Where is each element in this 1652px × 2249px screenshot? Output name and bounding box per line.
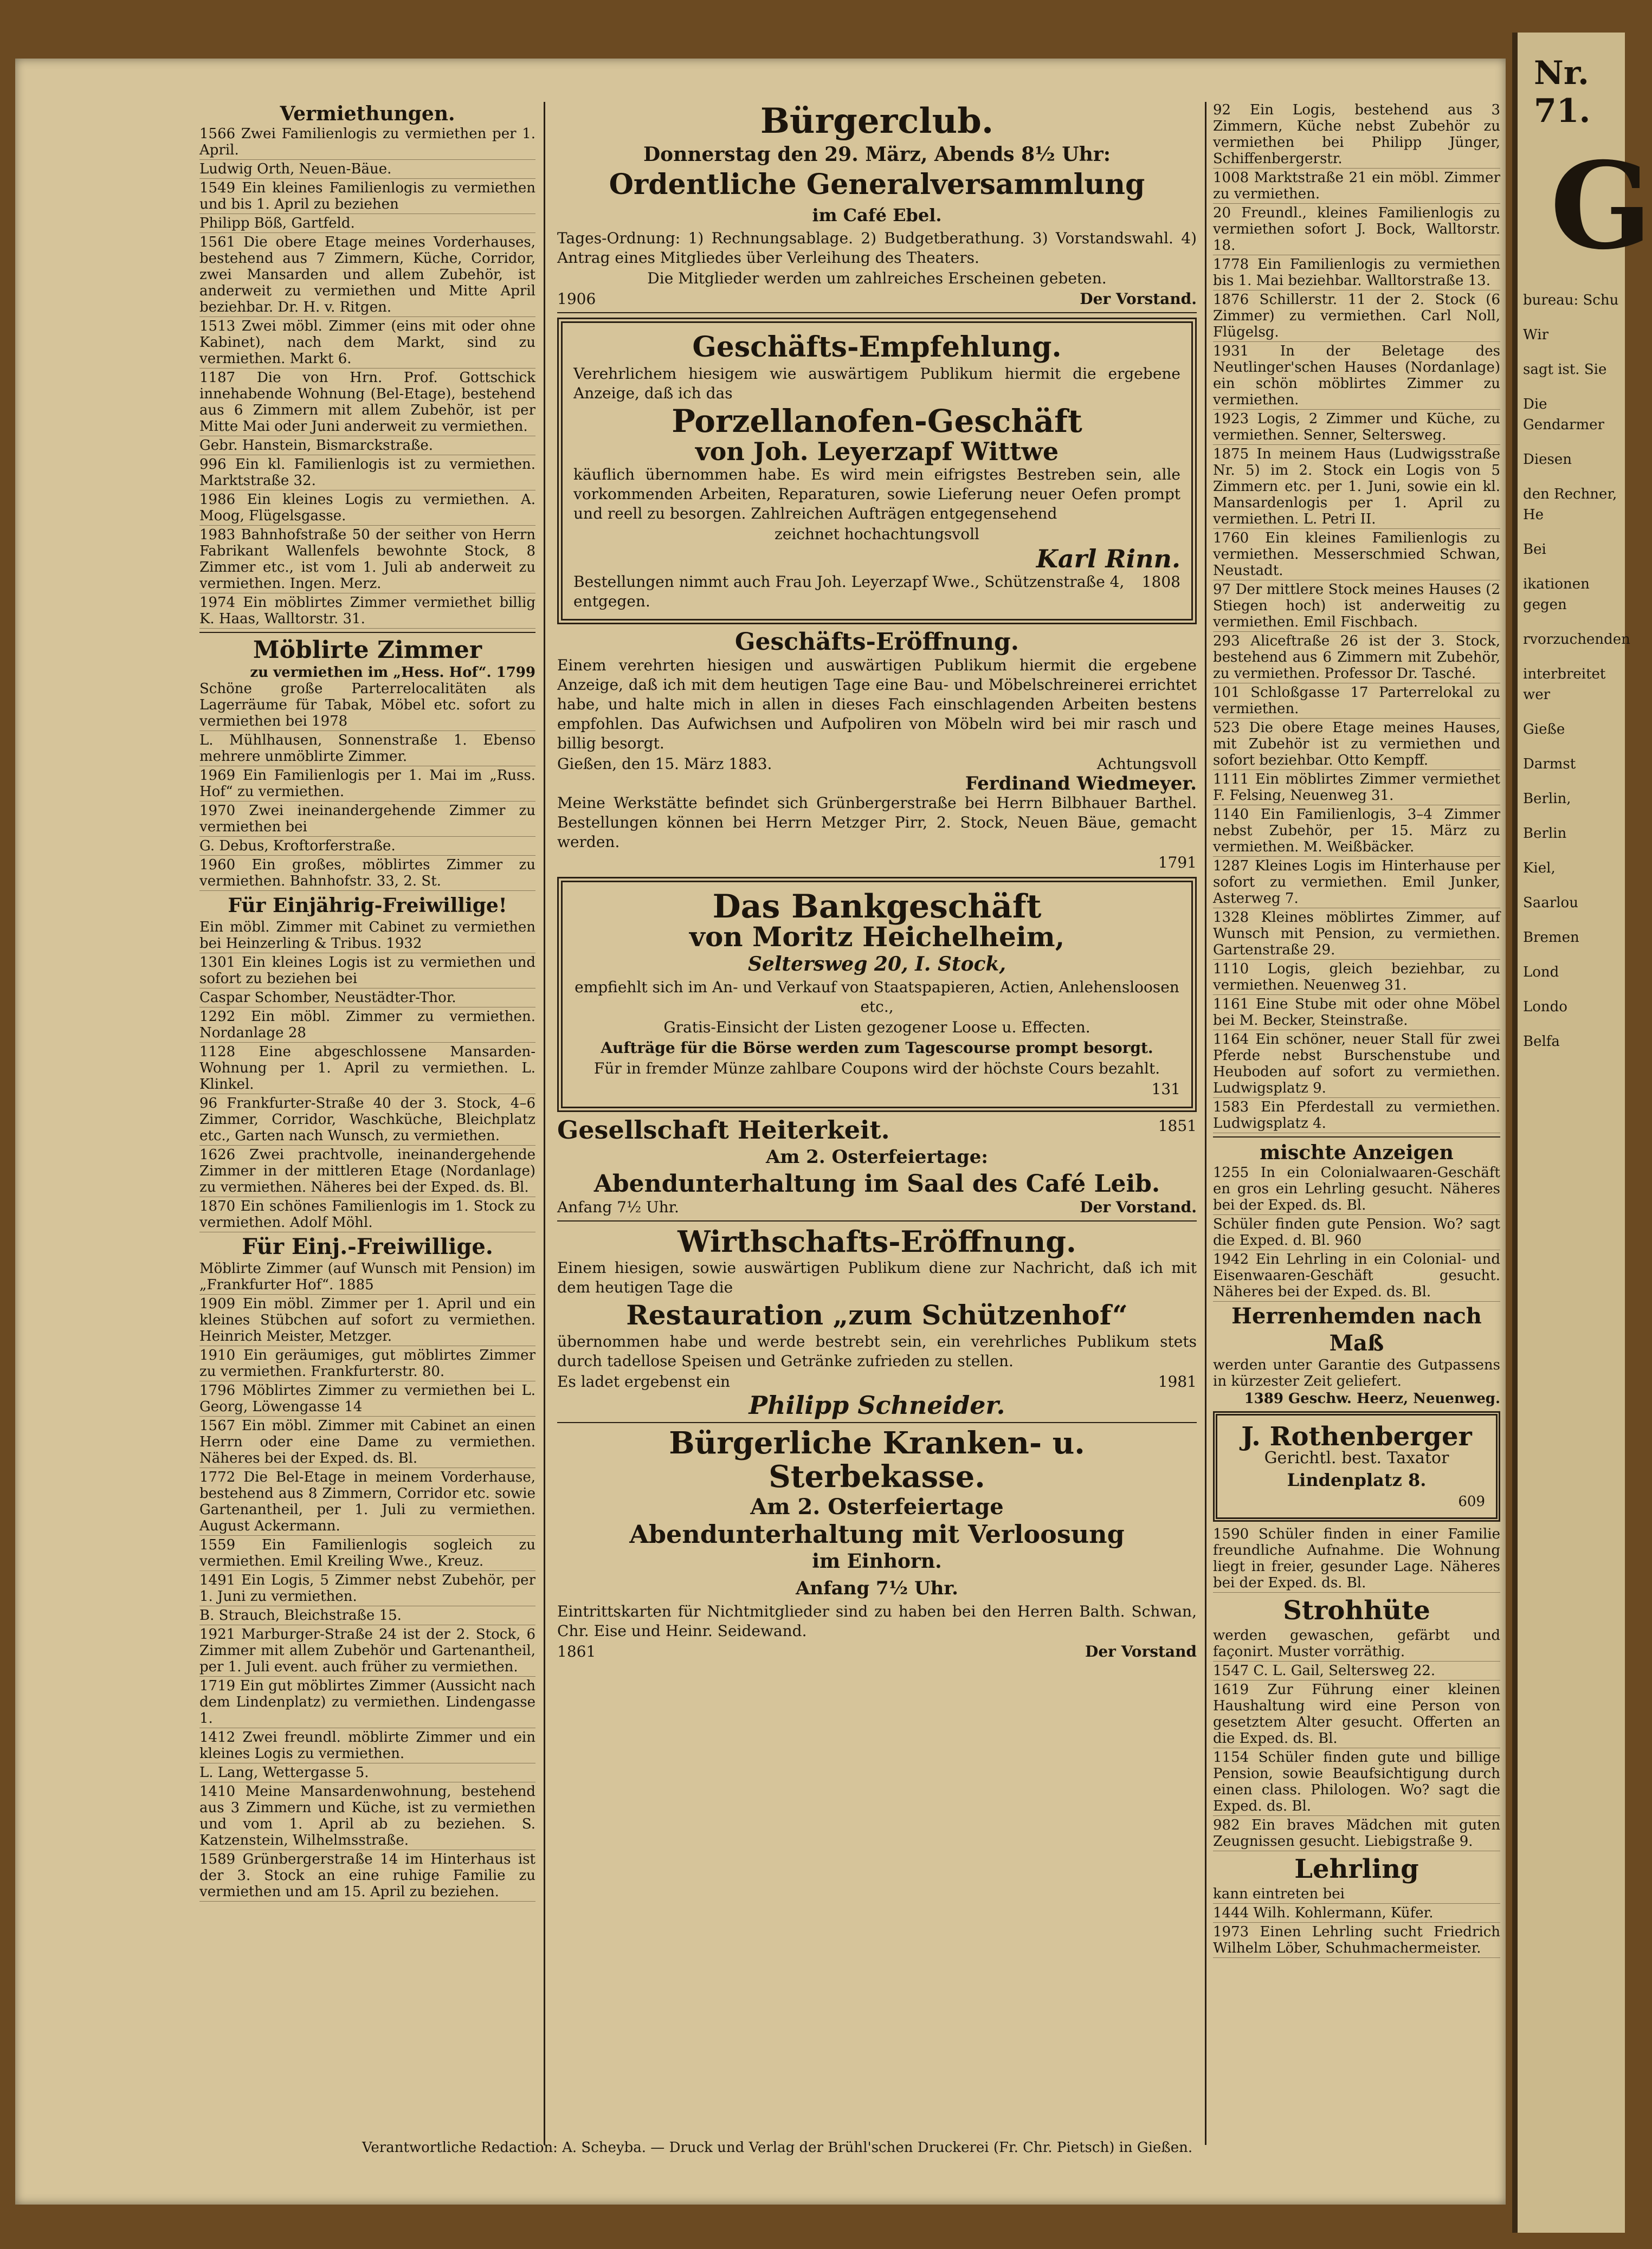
- classified-entry: 1549 Ein kleines Familienlogis zu vermiethen und bis 1. April zu beziehen: [199, 180, 535, 214]
- classified-entry: 1983 Bahnhofstraße 50 der seither von Herrn Fabrikant Wallenfels bewohnte Stock, 8 Zimmer etc., ist vom 1. Juli ab anderweit zu vermiethen. Ingen. Merz.: [199, 527, 535, 593]
- edge-line: den Rechner, He: [1523, 486, 1617, 523]
- bank-title: Das Bankgeschäft: [712, 888, 1042, 926]
- classified-entry: 1910 Ein geräumiges, gut möblirtes Zimmer zu vermiethen. Frankfurterstr. 80.: [199, 1347, 535, 1381]
- classified-entry: G. Debus, Kroftorferstraße.: [199, 838, 535, 856]
- edge-line: Bremen: [1523, 929, 1579, 946]
- classified-entry: 1909 Ein möbl. Zimmer per 1. April und ein kleines Stübchen auf sofort zu vermiethen. Heinrich Meister, Metzger.: [199, 1296, 535, 1346]
- entry-list: [1213, 1526, 1500, 1593]
- classified-entry: 1986 Ein kleines Logis zu vermiethen. A. Moog, Flügelsgasse.: [199, 492, 535, 526]
- center-column: [557, 102, 1197, 2140]
- moeblirte-zimmer-sub: zu vermiethen im „Hess. Hof“. 1799: [250, 664, 535, 681]
- classified-entry: 92 Ein Logis, bestehend aus 3 Zimmern, Küche nebst Zubehör zu vermiethen bei Philipp Jünger, Schiffenbergerstr.: [1213, 102, 1500, 169]
- entry-list: [1213, 1627, 1500, 1851]
- issue-number: Nr. 71.: [1534, 54, 1591, 130]
- classified-entry: Philipp Böß, Gartfeld.: [199, 215, 535, 233]
- classified-entry: 1619 Zur Führung einer kleinen Haushaltung wird eine Person von gesetztem Alter gesucht. Offerten an die Exped. ds. Bl.: [1213, 1682, 1500, 1748]
- classified-entry: 1974 Ein möblirtes Zimmer vermiethet billig K. Haas, Walltorstr. 31.: [199, 594, 535, 629]
- edge-line: bureau: Schu: [1523, 292, 1619, 308]
- rothenberger-box: [1213, 1411, 1500, 1522]
- classified-entry: Ein möbl. Zimmer mit Cabinet zu vermiethen bei Heinzerling & Tribus. 1932: [199, 919, 535, 953]
- edge-line: Die Gendarmer: [1523, 396, 1604, 433]
- rothenberger-address: Lindenplatz 8.: [1287, 1470, 1427, 1490]
- krankenkasse-date: Am 2. Osterfeiertage: [750, 1494, 1004, 1520]
- classified-entry: 1796 Möblirtes Zimmer zu vermiethen bei L. Georg, Löwengasse 14: [199, 1382, 535, 1417]
- edge-line: Lond: [1523, 964, 1559, 980]
- ad-number: 1906: [557, 290, 596, 308]
- classified-entry: 1161 Eine Stube mit oder ohne Möbel bei M. Becker, Steinstraße.: [1213, 996, 1500, 1030]
- ad-number: 1981: [1158, 1373, 1197, 1391]
- classified-entry: 1110 Logis, gleich beziehbar, zu vermiethen. Neuenweg 31.: [1213, 961, 1500, 995]
- bank-text: Gratis-Einsicht der Listen gezogener Loose u. Effecten.: [663, 1018, 1090, 1036]
- geschaefts-empfehlung-box: [557, 318, 1197, 624]
- rothenberger-name: J. Rothenberger: [1241, 1421, 1472, 1452]
- classified-entry: kann eintreten bei: [1213, 1886, 1500, 1904]
- classified-entry: 1255 In ein Colonialwaaren-Geschäft en gros ein Lehrling gesucht. Näheres bei der Exped. ds. Bl.: [1213, 1165, 1500, 1215]
- eroeffnung-greet: Achtungsvoll: [1096, 755, 1197, 773]
- ad-signature: Der Vorstand.: [1080, 1198, 1197, 1216]
- edge-line: interbreitet wer: [1523, 666, 1606, 703]
- classified-entry: 1589 Grünbergerstraße 14 im Hinterhaus ist der 3. Stock an eine ruhige Familie zu vermiethen und am 15. April zu beziehen.: [199, 1851, 535, 1902]
- herrenhemden-heading: Herrenhemden nach Maß: [1231, 1303, 1482, 1356]
- classified-entry: 97 Der mittlere Stock meines Hauses (2 Stiegen hoch) ist anderweitig zu vermiethen. Emil Fischbach.: [1213, 581, 1500, 632]
- entry-list: [1213, 1886, 1500, 1958]
- empfehlung-owner: von Joh. Leyerzapf Wittwe: [695, 437, 1059, 466]
- krankenkasse-place: im Einhorn.: [812, 1550, 942, 1573]
- classified-entry: 1128 Eine abgeschlossene Mansarden-Wohnung per 1. April zu vermiethen. L. Klinkel.: [199, 1044, 535, 1094]
- classified-entry: 1719 Ein gut möblirtes Zimmer (Aussicht nach dem Lindenplatz) zu vermiethen. Lindengasse 1.: [199, 1678, 535, 1728]
- classified-entry: werden gewaschen, gefärbt und façonirt. Muster vorräthig.: [1213, 1627, 1500, 1662]
- einjaehrig-heading: Für Einj.-Freiwillige.: [242, 1234, 493, 1259]
- classified-entry: 1154 Schüler finden gute und billige Pension, sowie Beaufsichtigung durch einen class. Philologen. Wo? sagt die Exped. ds. Bl.: [1213, 1749, 1500, 1816]
- ad-number: 1791: [1158, 854, 1197, 871]
- classified-entry: 1561 Die obere Etage meines Vorderhauses, bestehend aus 7 Zimmern, Küche, Corridor, zwei Mansarden und allem Zubehör, ist anderweit zu vermiethen und Mitte April beziehbar. Dr. H. v. Ritgen.: [199, 234, 535, 317]
- edge-lines: [1518, 290, 1630, 1052]
- classified-entry: 1921 Marburger-Straße 24 ist der 2. Stock, 6 Zimmer mit allem Zubehör und Gartenantheil, per 1. Juli event. auch früher zu vermiethen.: [199, 1626, 535, 1677]
- eroeffnung-title: Geschäfts-Eröffnung.: [734, 628, 1019, 656]
- classified-entry: Ludwig Orth, Neuen-Bäue.: [199, 161, 535, 179]
- strohhuete-heading: Strohhüte: [1283, 1595, 1430, 1626]
- ad-number: 1808: [1141, 573, 1180, 591]
- empfehlung-signature: Karl Rinn.: [1036, 544, 1180, 573]
- entry-list: [199, 1261, 535, 1902]
- buergerclub-date: Donnerstag den 29. März, Abends 8½ Uhr:: [643, 143, 1111, 166]
- classified-entry: 1931 In der Beletage des Neutlinger'schen Hauses (Nordanlage) ein schön möblirtes Zimmer zu vermiethen.: [1213, 343, 1500, 410]
- edge-line: Diesen: [1523, 451, 1572, 468]
- divider: [557, 312, 1197, 313]
- edge-line: Gieße: [1523, 721, 1565, 738]
- classified-entry: 1187 Die von Hrn. Prof. Gottschick innehabende Wohnung (Bel-Etage), bestehend aus 6 Zimmern mit allem Zubehör, ist per Mitte Mai oder Juni anderweit zu vermiethen.: [199, 370, 535, 436]
- classified-entry: Schöne große Parterrelocalitäten als Lagerräume für Tabak, Möbel etc. sofort zu vermiethen bei 1978: [199, 681, 535, 731]
- classified-entry: 1923 Logis, 2 Zimmer und Küche, zu vermiethen. Senner, Seltersweg.: [1213, 411, 1500, 445]
- heiterkeit-event: Abendunterhaltung im Saal des Café Leib.: [593, 1170, 1160, 1198]
- buergerclub-agenda: Tages-Ordnung: 1) Rechnungsablage. 2) Budgetberathung. 3) Vorstandswahl. 4) Antrag eines Mitgliedes über Verleihung des Theaters.: [557, 229, 1197, 267]
- classified-entry: 1590 Schüler finden in einer Familie freundliche Aufnahme. Die Wohnung liegt in freier, gesunder Lage. Näheres bei der Exped. ds. Bl.: [1213, 1526, 1500, 1593]
- bank-text: empfiehlt sich im An- und Verkauf von Staatspapieren, Actien, Anlehensloosen etc.,: [575, 978, 1179, 1016]
- masthead-glyph: G: [1550, 135, 1652, 276]
- classified-entry: 1778 Ein Familienlogis zu vermiethen bis 1. Mai beziehbar. Walltorstraße 13.: [1213, 256, 1500, 290]
- classified-entry: 1973 Einen Lehrling sucht Friedrich Wilhelm Löber, Schuhmachermeister.: [1213, 1924, 1500, 1958]
- ad-number: 1861: [557, 1643, 596, 1660]
- classified-entry: B. Strauch, Bleichstraße 15.: [199, 1607, 535, 1625]
- classified-entry: 1140 Ein Familienlogis, 3–4 Zimmer nebst Zubehör, per 15. März zu vermiethen. M. Weißbäcker.: [1213, 806, 1500, 857]
- classified-entry: 1410 Meine Mansardenwohnung, bestehend aus 3 Zimmern und Küche, ist zu vermiethen und vom 1. April ab zu beziehen. S. Katzenstein, Wilhelmsstraße.: [199, 1783, 535, 1850]
- edge-line: Wir: [1523, 327, 1549, 343]
- edge-line: Saarlou: [1523, 895, 1578, 911]
- left-column: [199, 102, 535, 2140]
- heiterkeit-date: Am 2. Osterfeiertage:: [766, 1146, 988, 1168]
- bank-text: Für in fremder Münze zahlbare Coupons wird der höchste Cours bezahlt.: [593, 1059, 1160, 1077]
- wirthschaft-greet: Es ladet ergebenst ein: [557, 1373, 731, 1391]
- classified-entry: 1008 Marktstraße 21 ein möbl. Zimmer zu vermiethen.: [1213, 170, 1500, 204]
- krankenkasse-text: Eintrittskarten für Nichtmitglieder sind zu haben bei den Herren Balth. Schwan, Chr. Eise und Heinr. Seidewand.: [557, 1602, 1197, 1640]
- classified-entry: 1566 Zwei Familienlogis zu vermiethen per 1. April.: [199, 126, 535, 160]
- entry-list: [199, 681, 535, 891]
- edge-line: Bei: [1523, 541, 1546, 558]
- buergerclub-title: Bürgerclub.: [760, 101, 994, 141]
- column-rule: [1205, 102, 1206, 2145]
- classified-entry: 1876 Schillerstr. 11 der 2. Stock (6 Zimmer) zu vermiethen. Carl Noll, Flügelsg.: [1213, 292, 1500, 342]
- wirthschaft-intro: Einem hiesigen, sowie auswärtigen Publikum diene zur Nachricht, daß ich mit dem heutigen Tage die: [557, 1259, 1197, 1296]
- krankenkasse-time: Anfang 7½ Uhr.: [795, 1578, 959, 1599]
- column-rule: [544, 102, 545, 2145]
- classified-entry: L. Lang, Wettergasse 5.: [199, 1765, 535, 1782]
- classified-entry: 1870 Ein schönes Familienlogis im 1. Stock zu vermiethen. Adolf Möhl.: [199, 1198, 535, 1232]
- classified-entry: 1969 Ein Familienlogis per 1. Mai im „Russ. Hof“ zu vermiethen.: [199, 767, 535, 802]
- right-column: [1213, 102, 1500, 2140]
- classified-entry: 1111 Ein möblirtes Zimmer vermiethet F. Felsing, Neuenweg 31.: [1213, 771, 1500, 805]
- classified-entry: 523 Die obere Etage meines Hauses, mit Zubehör ist zu vermiethen und sofort beziehbar. Otto Kempff.: [1213, 720, 1500, 770]
- eroeffnung-date: Gießen, den 15. März 1883.: [557, 755, 772, 773]
- empfehlung-intro: Verehrlichem hiesigem wie auswärtigem Publikum hiermit die ergebene Anzeige, daß ich das: [573, 365, 1180, 402]
- classified-entry: 1491 Ein Logis, 5 Zimmer nebst Zubehör, per 1. Juni zu vermiethen.: [199, 1572, 535, 1606]
- divider: [1213, 1136, 1500, 1138]
- entry-list: [199, 919, 535, 1232]
- classified-entry: 1567 Ein möbl. Zimmer mit Cabinet an einen Herrn oder eine Dame zu vermiethen. Näheres bei der Exped. ds. Bl.: [199, 1418, 535, 1468]
- heiterkeit-title: Gesellschaft Heiterkeit.: [557, 1115, 890, 1145]
- ad-number: 609: [1458, 1494, 1485, 1510]
- empfehlung-greet: zeichnet hochachtungsvoll: [775, 525, 979, 543]
- wirthschaft-name: Restauration „zum Schützenhof“: [626, 1299, 1128, 1331]
- edge-line: Kiel,: [1523, 860, 1556, 876]
- classified-entry: 1412 Zwei freundl. möblirte Zimmer und ein kleines Logis zu vermiethen.: [199, 1729, 535, 1763]
- classified-entry: Möblirte Zimmer (auf Wunsch mit Pension) im „Frankfurter Hof“. 1885: [199, 1261, 535, 1295]
- empfehlung-title: Geschäfts-Empfehlung.: [692, 331, 1062, 364]
- edge-line: Darmst: [1523, 756, 1576, 772]
- newspaper-page: [15, 59, 1506, 2205]
- classified-entry: 1942 Ein Lehrling in ein Colonial- und Eisenwaaren-Geschäft gesucht. Näheres bei der Exped. ds. Bl.: [1213, 1251, 1500, 1302]
- bank-text: Aufträge für die Börse werden zum Tagescourse prompt besorgt.: [601, 1039, 1153, 1057]
- classified-entry: 293 Aliceftraße 26 ist der 3. Stock, bestehend aus 6 Zimmern mit Zubehör, zu vermiethen. Professor Dr. Tasché.: [1213, 633, 1500, 683]
- bankgeschaeft-box: [557, 877, 1197, 1112]
- moeblirte-zimmer-heading: Möblirte Zimmer: [253, 636, 482, 664]
- entry-list: [199, 126, 535, 629]
- eroeffnung-signature: Ferdinand Wiedmeyer.: [965, 773, 1197, 794]
- edge-line: Londo: [1523, 999, 1567, 1015]
- buergerclub-place: im Café Ebel.: [812, 205, 942, 225]
- divider: [557, 1422, 1197, 1423]
- ad-number: 131: [1151, 1080, 1180, 1098]
- wirthschaft-signature: Philipp Schneider.: [748, 1391, 1005, 1420]
- gemischte-anzeigen-heading: mischte Anzeigen: [1260, 1141, 1454, 1164]
- herrenhemden-signature: 1389 Geschw. Heerz, Neuenweg.: [1244, 1391, 1500, 1407]
- buergerclub-note: Die Mitglieder werden um zahlreiches Erscheinen gebeten.: [647, 269, 1107, 287]
- einjaehrig-heading: Für Einjährig-Freiwillige!: [228, 894, 507, 917]
- ad-signature: Der Vorstand: [1085, 1643, 1197, 1660]
- heiterkeit-time: Anfang 7½ Uhr.: [557, 1198, 679, 1216]
- classified-entry: 101 Schloßgasse 17 Parterrelokal zu vermiethen.: [1213, 684, 1500, 719]
- classified-entry: 1970 Zwei ineinandergehende Zimmer zu vermiethen bei: [199, 803, 535, 837]
- bank-address: Seltersweg 20, I. Stock,: [747, 953, 1006, 975]
- eroeffnung-text: Einem verehrten hiesigen und auswärtigen Publikum hiermit die ergebene Anzeige, daß ich mit dem heutigen Tage eine Bau- und Möbelschreinerei errichtet habe, und halte mich in allen in dieses Fach einschlagenden Arbeiten bestens empfohlen. Das Aufwichsen und Aufpoliren von Möbeln wird bei mir rasch und billig besorgt.: [557, 656, 1197, 752]
- classified-entry: Gebr. Hanstein, Bismarckstraße.: [199, 437, 535, 455]
- ad-signature: Der Vorstand.: [1080, 290, 1197, 308]
- edge-line: ikationen gegen: [1523, 576, 1590, 613]
- classified-entry: Schüler finden gute Pension. Wo? sagt die Exped. d. Bl. 960: [1213, 1216, 1500, 1250]
- imprint-footer: Verantwortliche Redaction: A. Scheyba. — Druck und Verlag der Brühl'schen Druckerei (Fr. Chr. Pietsch) in Gießen.: [362, 2140, 1193, 2156]
- classified-entry: L. Mühlhausen, Sonnenstraße 1. Ebenso mehrere unmöblirte Zimmer.: [199, 732, 535, 766]
- buergerclub-event: Ordentliche Generalversammlung: [609, 168, 1145, 201]
- classified-entry: 1626 Zwei prachtvolle, ineinandergehende Zimmer in der mittleren Etage (Nordanlage) zu vermiethen. Näheres bei der Exped. ds. Bl.: [199, 1147, 535, 1197]
- edge-line: rvorzuchenden: [1523, 631, 1630, 648]
- edge-line: Berlin,: [1523, 791, 1571, 807]
- bank-owner: von Moritz Heichelheim,: [689, 921, 1065, 953]
- krankenkasse-title: Bürgerliche Kranken- u. Sterbekasse.: [669, 1425, 1085, 1495]
- classified-entry: 1547 C. L. Gail, Seltersweg 22.: [1213, 1663, 1500, 1681]
- classified-entry: 1960 Ein großes, möblirtes Zimmer zu vermiethen. Bahnhofstr. 33, 2. St.: [199, 857, 535, 891]
- classified-entry: 996 Ein kl. Familienlogis ist zu vermiethen. Marktstraße 32.: [199, 456, 535, 490]
- rothenberger-sub: Gerichtl. best. Taxator: [1264, 1449, 1449, 1468]
- herrenhemden-text: werden unter Garantie des Gutpassens in kürzester Zeit geliefert.: [1213, 1357, 1500, 1390]
- classified-entry: 1772 Die Bel-Etage in meinem Vorderhause, bestehend aus 8 Zimmern, Corridor etc. sowie Gartenantheil, per 1. Juli zu vermiethen. August Ackermann.: [199, 1469, 535, 1536]
- classified-entry: 1760 Ein kleines Familienlogis zu vermiethen. Messerschmied Schwan, Neustadt.: [1213, 530, 1500, 580]
- classified-entry: 20 Freundl., kleines Familienlogis zu vermiethen sofort J. Bock, Walltorstr. 18.: [1213, 205, 1500, 255]
- divider: [199, 632, 535, 633]
- classified-entry: 1328 Kleines möblirtes Zimmer, auf Wunsch mit Pension, zu vermiethen. Gartenstraße 29.: [1213, 909, 1500, 960]
- edge-line: sagt ist. Sie: [1523, 361, 1607, 378]
- ad-number: 1851: [1158, 1117, 1197, 1135]
- classified-entry: 1301 Ein kleines Logis ist zu vermiethen und sofort zu beziehen bei: [199, 954, 535, 988]
- empfehlung-foot: Bestellungen nimmt auch Frau Joh. Leyerzapf Wwe., Schützenstraße 4, entgegen.: [573, 573, 1125, 610]
- lehrling-heading: Lehrling: [1294, 1854, 1419, 1884]
- classified-entry: 1559 Ein Familienlogis sogleich zu vermiethen. Emil Kreiling Wwe., Kreuz.: [199, 1537, 535, 1571]
- section-heading: Vermiethungen.: [280, 102, 455, 125]
- classified-entry: 1164 Ein schöner, neuer Stall für zwei Pferde nebst Burschenstube und Heuboden auf sofort zu vermiethen. Ludwigsplatz 9.: [1213, 1031, 1500, 1098]
- classified-entry: 1583 Ein Pferdestall zu vermiethen. Ludwigsplatz 4.: [1213, 1099, 1500, 1133]
- classified-entry: 1444 Wilh. Kohlermann, Küfer.: [1213, 1905, 1500, 1923]
- empfehlung-text: käuflich übernommen habe. Es wird mein eifrigstes Bestreben sein, alle vorkommenden Arbeiten, Reparaturen, sowie Lieferung neuer Oefen prompt und reell zu besorgen. Zahlreichen Aufträgen entgegensehend: [573, 466, 1180, 522]
- classified-entry: Caspar Schomber, Neustädter-Thor.: [199, 990, 535, 1007]
- entry-list: [1213, 1165, 1500, 1302]
- krankenkasse-event: Abendunterhaltung mit Verloosung: [629, 1520, 1125, 1549]
- classified-entry: 1287 Kleines Logis im Hinterhause per sofort zu vermiethen. Emil Junker, Asterweg 7.: [1213, 858, 1500, 908]
- wirthschaft-text: übernommen habe und werde bestrebt sein, ein verehrliches Publikum stets durch tadellose Speisen und Getränke zufrieden zu stellen.: [557, 1333, 1197, 1370]
- edge-line: Belfa: [1523, 1033, 1560, 1050]
- edge-line: Berlin: [1523, 825, 1567, 842]
- entry-list: [1213, 102, 1500, 1133]
- classified-entry: 1513 Zwei möbl. Zimmer (eins mit oder ohne Kabinet), nach dem Markt, sind zu vermiethen. Markt 6.: [199, 318, 535, 369]
- eroeffnung-foot: Meine Werkstätte befindet sich Grünbergerstraße bei Herrn Bilbhauer Barthel. Bestellungen können bei Herrn Metzger Pirr, 2. Stock, Neuen Bäue, gemacht werden.: [557, 794, 1197, 851]
- classified-entry: 1292 Ein möbl. Zimmer zu vermiethen. Nordanlage 28: [199, 1009, 535, 1043]
- classified-entry: 1875 In meinem Haus (Ludwigsstraße Nr. 5) im 2. Stock ein Logis von 5 Zimmern etc. per 1. Juni, sowie ein kl. Mansardenlogis per 1. April zu vermiethen. L. Petri II.: [1213, 446, 1500, 529]
- wirthschaft-title: Wirthschafts-Eröffnung.: [677, 1224, 1076, 1259]
- divider: [557, 1220, 1197, 1222]
- adjacent-page-edge: [1512, 33, 1652, 2233]
- classified-entry: 982 Ein braves Mädchen mit guten Zeugnissen gesucht. Liebigstraße 9.: [1213, 1817, 1500, 1851]
- empfehlung-shop: Porzellanofen-Geschäft: [672, 403, 1082, 440]
- classified-entry: 96 Frankfurter-Straße 40 der 3. Stock, 4–6 Zimmer, Corridor, Waschküche, Bleichplatz etc., Garten nach Wunsch, zu vermiethen.: [199, 1095, 535, 1146]
